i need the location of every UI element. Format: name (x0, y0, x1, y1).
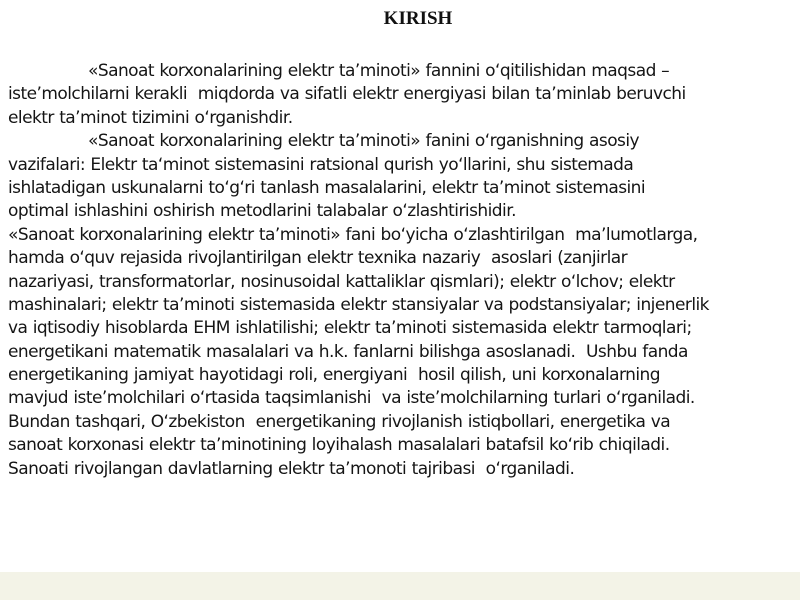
page-title: KIRISH (383, 8, 453, 29)
text-line: elektr ta’minot tizimini o‘rganishdir. (8, 107, 293, 128)
text-line: sanoat korxonasi elektr ta’minotining loyihalash masalalari batafsil ko‘rib chiqiladi. (8, 435, 670, 456)
text-line: mavjud iste’molchilari o‘rtasida taqsimlanishi va iste’molchilarning turlari o‘rganiladi. (8, 388, 695, 409)
text-line: ishlatadigan uskunalarni to‘g‘ri tanlash masalalarini, elektr ta’minot sistemasini (8, 177, 646, 198)
text-line: «Sanoat korxonalarining elektr ta’minoti» fani bo‘yicha o‘zlashtirilgan ma’lumotlarga, (8, 224, 698, 245)
text-line: energetikani matematik masalalari va h.k. fanlarni bilishga asoslanadi. Ushbu fanda (8, 341, 688, 362)
text-line: «Sanoat korxonalarining elektr ta’minoti» fanini o‘rganishning asosiy (88, 131, 640, 152)
text-line: «Sanoat korxonalarining elektr ta’minoti» fannini o‘qitilishidan maqsad – (88, 61, 670, 81)
text-line: optimal ishlashini oshirish metodlarini talabalar o‘zlashtirishidir. (8, 201, 516, 222)
text-line: mashinalari; elektr ta’minoti sistemasida elektr stansiyalar va podstansiyalar; injenerlik (8, 294, 709, 315)
text-line: energetikaning jamiyat hayotidagi roli, energiyani hosil qilish, uni korxonalarning (8, 365, 660, 386)
footer-band (0, 572, 800, 600)
text-line: vazifalari: Elektr ta‘minot sistemasini ratsional qurish yo‘llarini, shu sistemada (8, 154, 634, 175)
body-text (8, 60, 798, 481)
text-line: Bundan tashqari, O‘zbekiston energetikaning rivojlanish istiqbollari, energetika va (8, 411, 671, 432)
text-line: nazariyasi, transformatorlar, nosinusoidal kattaliklar qismlari); elektr o‘lchov; elektr (8, 271, 675, 292)
text-line: hamda o‘quv rejasida rivojlantirilgan elektr texnika nazariy asoslari (zanjirlar (8, 248, 628, 269)
text-line: Sanoati rivojlangan davlatlarning elektr ta’monoti tajribasi o‘rganiladi. (8, 458, 575, 479)
text-line: va iqtisodiy hisoblarda EHM ishlatilishi; elektr ta’minoti sistemasida elektr tarmoqlari; (8, 318, 692, 339)
text-line: iste’molchilarni kerakli miqdorda va sifatli elektr energiyasi bilan ta’minlab beruvchi (8, 84, 686, 105)
